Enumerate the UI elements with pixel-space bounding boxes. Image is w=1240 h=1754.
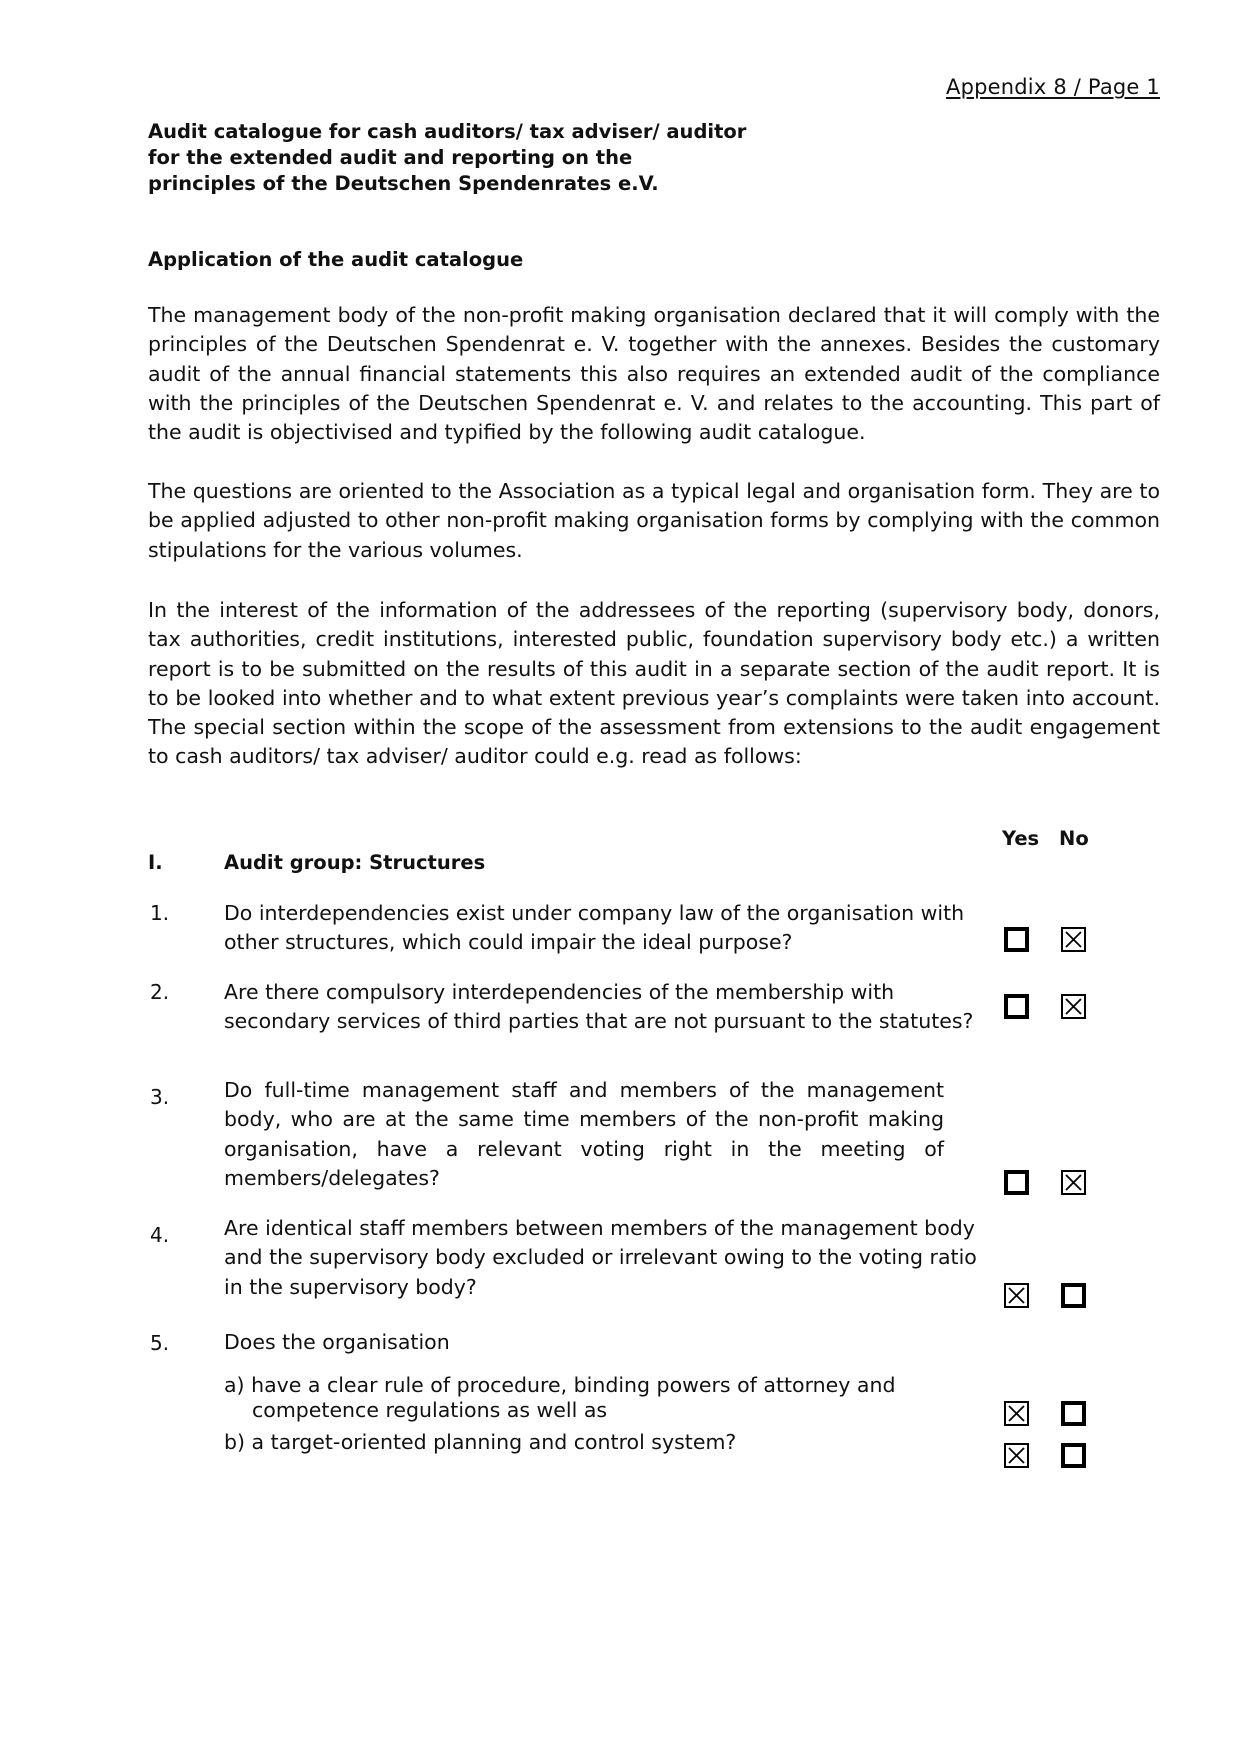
no-checkbox[interactable] (1061, 1283, 1086, 1308)
question-number: 4. (150, 1223, 170, 1247)
cross-mark-icon (1063, 996, 1084, 1017)
yes-checkbox[interactable] (1004, 927, 1029, 952)
question-text (224, 978, 973, 1037)
document-title (148, 119, 848, 197)
section-heading: Application of the audit catalogue (148, 248, 524, 271)
question-text (224, 899, 964, 958)
question-line: Are identical staff members between members of the management body (224, 1216, 975, 1240)
title-line: for the extended audit and reporting on the (148, 146, 633, 169)
paragraph: The questions are oriented to the Association as a typical legal and organisation form. They are to be applied adjusted to other non-profit making organisation forms by complying with the common stipulations for the various volumes. (148, 479, 1160, 562)
question-text (224, 1214, 977, 1302)
question-number: 5. (150, 1331, 170, 1355)
title-line: Audit catalogue for cash auditors/ tax adviser/ auditor (148, 120, 747, 143)
question-text: Does the organisation (224, 1330, 450, 1354)
question-line: in the supervisory body? (224, 1274, 477, 1299)
yes-checkbox-checked[interactable] (1004, 1283, 1029, 1308)
audit-group-number: I. (148, 851, 163, 874)
no-checkbox-checked[interactable] (1061, 1170, 1086, 1195)
question-line: Do interdependencies exist under company law of the organisation with (224, 901, 965, 925)
no-column-header: No (1059, 827, 1089, 850)
question-line: other structures, which could impair the ideal purpose? (224, 930, 793, 955)
yes-column-header: Yes (1002, 827, 1040, 850)
cross-mark-icon (1006, 1403, 1027, 1424)
sub-question-line: a) have a clear rule of procedure, binding powers of attorney and (224, 1373, 896, 1397)
cross-mark-icon (1063, 1172, 1084, 1193)
question-line: Are there compulsory interdependencies of the membership with (224, 980, 895, 1004)
yes-checkbox[interactable] (1004, 994, 1029, 1019)
question-number: 3. (150, 1085, 170, 1109)
no-checkbox[interactable] (1061, 1443, 1086, 1468)
cross-mark-icon (1063, 929, 1084, 950)
question-line: and the supervisory body excluded or irrelevant owing to the voting ratio (224, 1245, 977, 1270)
cross-mark-icon (1006, 1285, 1027, 1306)
yes-checkbox[interactable] (1004, 1170, 1029, 1195)
yes-checkbox-checked[interactable] (1004, 1443, 1029, 1468)
sub-question-a (224, 1373, 895, 1423)
question-number: 2. (150, 980, 170, 1004)
no-checkbox-checked[interactable] (1061, 994, 1086, 1019)
title-line: principles of the Deutschen Spendenrates e.V. (148, 172, 659, 195)
sub-question-b: b) a target-oriented planning and control system? (224, 1430, 737, 1454)
audit-group-title: Audit group: Structures (224, 851, 486, 874)
yes-checkbox-checked[interactable] (1004, 1401, 1029, 1426)
question-line: secondary services of third parties that are not pursuant to the statutes? (224, 1009, 974, 1034)
no-checkbox[interactable] (1061, 1401, 1086, 1426)
sub-question-line: competence regulations as well as (252, 1398, 608, 1422)
no-checkbox-checked[interactable] (1061, 927, 1086, 952)
cross-mark-icon (1006, 1445, 1027, 1466)
paragraph: In the interest of the information of the addressees of the reporting (supervisory body, donors, tax authorities, credit institutions, interested public, foundation supervisory body etc.) a written report is to be submitted on the results of this audit in a separate section of the audit report. It is to be looked into whether and to what extent previous year’s complaints were taken into account. The special section within the scope of the assessment from extensions to the audit engagement to cash auditors/ tax adviser/ auditor could e.g. read as follows: (148, 598, 1160, 769)
question-text: Do full-time management staff and members of the management body, who are at the same time members of the non-profit making organisation, have a relevant voting right in the meeting of members/delegates? (224, 1078, 944, 1190)
page-reference: Appendix 8 / Page 1 (946, 75, 1160, 99)
question-number: 1. (150, 901, 170, 925)
paragraph: The management body of the non-profit making organisation declared that it will comply with the principles of the Deutschen Spendenrat e. V. together with the annexes. Besides the customary audit of the annual financial statements this also requires an extended audit of the compliance with the principles of the Deutschen Spendenrat e. V. and relates to the accounting. This part of the audit is objectivised and typified by the following audit catalogue. (148, 303, 1160, 445)
